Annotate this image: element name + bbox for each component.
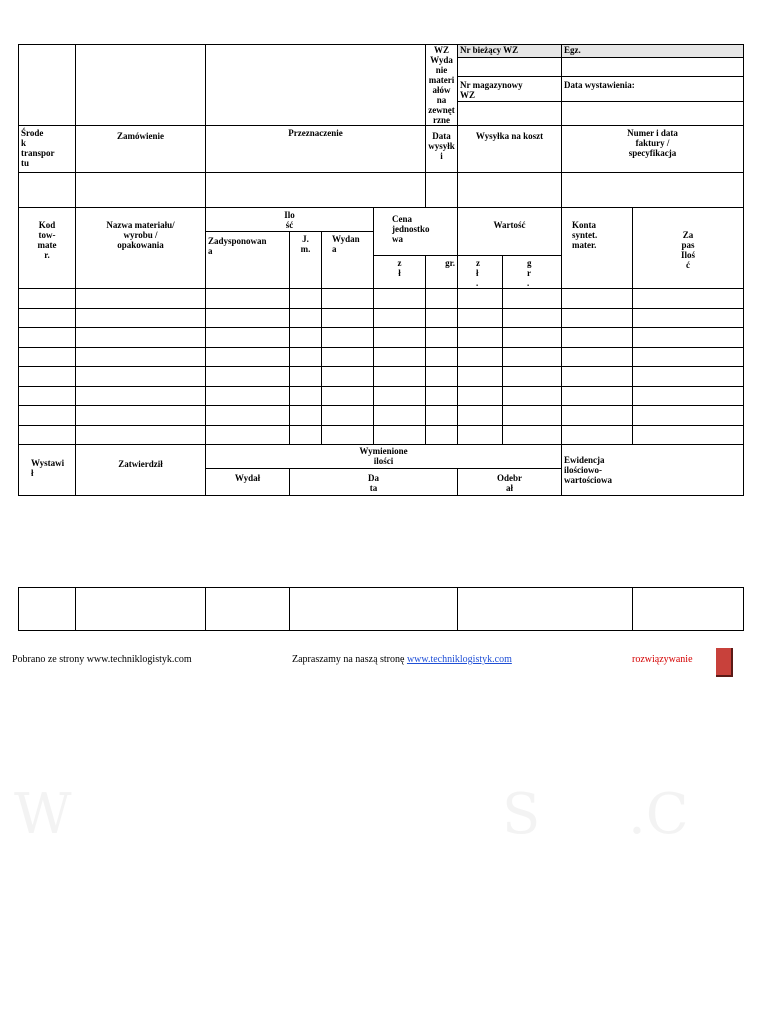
wysylka-label: Wysyłka na koszt bbox=[458, 126, 562, 173]
item-cell[interactable] bbox=[206, 367, 290, 387]
item-cell[interactable] bbox=[322, 425, 374, 445]
footer-website-link[interactable]: www.techniklogistyk.com bbox=[406, 654, 512, 665]
data-wystawienia-label: Data wystawienia: bbox=[562, 77, 744, 101]
item-cell[interactable] bbox=[206, 386, 290, 406]
table-row bbox=[19, 406, 744, 426]
blank-cell-header-mid[interactable] bbox=[206, 45, 426, 126]
item-cell[interactable] bbox=[374, 347, 426, 367]
item-cell[interactable] bbox=[290, 367, 322, 387]
item-cell[interactable] bbox=[633, 386, 744, 406]
item-cell[interactable] bbox=[206, 289, 290, 309]
footer-solve-link[interactable]: rozwiązywanie bbox=[632, 654, 693, 665]
item-cell[interactable] bbox=[322, 386, 374, 406]
ilosc-header: Ilo ść bbox=[206, 208, 374, 232]
srodek-transportu-field[interactable] bbox=[19, 173, 76, 208]
item-cell[interactable] bbox=[458, 367, 503, 387]
item-cell[interactable] bbox=[503, 347, 562, 367]
odebral-label: Odebr ał bbox=[458, 469, 562, 496]
item-cell[interactable] bbox=[562, 347, 633, 367]
item-cell[interactable] bbox=[426, 425, 458, 445]
numer-faktury-label: Numer i data faktury / specyfikacja bbox=[562, 126, 744, 173]
item-cell[interactable] bbox=[206, 308, 290, 328]
sig-data-field[interactable] bbox=[290, 588, 458, 631]
item-cell[interactable] bbox=[76, 289, 206, 309]
doc-title: WZ Wydanie materiałów na zewnętrzne bbox=[426, 45, 458, 126]
data-wysylki-label: Data wysyłki bbox=[426, 126, 458, 173]
item-cell[interactable] bbox=[76, 367, 206, 387]
jm-header: J. m. bbox=[290, 232, 322, 289]
wystawil-label: Wystawi ł bbox=[19, 445, 76, 496]
item-cell[interactable] bbox=[458, 328, 503, 348]
item-cell[interactable] bbox=[19, 328, 76, 348]
item-cell[interactable] bbox=[290, 289, 322, 309]
data-wystawienia-field[interactable] bbox=[562, 101, 744, 125]
przeznaczenie-field[interactable] bbox=[206, 173, 426, 208]
table-row bbox=[19, 347, 744, 367]
wartosc-gr-header: g r . bbox=[503, 256, 562, 289]
blank-cell-issuer[interactable] bbox=[19, 45, 76, 126]
item-cell[interactable] bbox=[290, 425, 322, 445]
nr-biezacy-label: Nr bieżący WZ bbox=[458, 45, 562, 58]
zadysponowana-header: Zadysponowan a bbox=[206, 232, 290, 289]
item-cell[interactable] bbox=[426, 367, 458, 387]
item-cell[interactable] bbox=[76, 386, 206, 406]
item-cell[interactable] bbox=[458, 308, 503, 328]
item-cell[interactable] bbox=[458, 347, 503, 367]
item-cell[interactable] bbox=[503, 386, 562, 406]
item-cell[interactable] bbox=[374, 406, 426, 426]
item-cell[interactable] bbox=[322, 406, 374, 426]
zamowienie-label: Zamówienie bbox=[76, 126, 206, 173]
table-row bbox=[19, 386, 744, 406]
item-rows bbox=[19, 289, 744, 445]
item-cell[interactable] bbox=[426, 406, 458, 426]
wydana-header: Wydan a bbox=[322, 232, 374, 289]
item-cell[interactable] bbox=[290, 406, 322, 426]
item-cell[interactable] bbox=[503, 367, 562, 387]
watermark-letter-w: W bbox=[14, 782, 72, 847]
item-cell[interactable] bbox=[19, 406, 76, 426]
logo-icon bbox=[716, 648, 733, 677]
nr-biezacy-field[interactable] bbox=[458, 58, 562, 77]
table-row bbox=[19, 328, 744, 348]
table-row bbox=[19, 289, 744, 309]
data-wysylki-field[interactable] bbox=[426, 173, 458, 208]
item-cell[interactable] bbox=[19, 367, 76, 387]
konta-header: Konta syntet. mater. bbox=[562, 208, 633, 289]
item-cell[interactable] bbox=[19, 347, 76, 367]
item-cell[interactable] bbox=[633, 425, 744, 445]
nazwa-header: Nazwa materiału/ wyrobu / opakowania bbox=[76, 208, 206, 289]
egz-label: Egz. bbox=[562, 45, 744, 58]
signature-row-table bbox=[18, 587, 744, 631]
item-cell[interactable] bbox=[322, 289, 374, 309]
table-row bbox=[19, 425, 744, 445]
item-cell[interactable] bbox=[503, 289, 562, 309]
item-cell[interactable] bbox=[206, 347, 290, 367]
ewidencja-label bbox=[562, 445, 744, 496]
zapas-header: Za pas Iloś ć bbox=[633, 208, 744, 289]
item-cell[interactable] bbox=[19, 386, 76, 406]
item-cell[interactable] bbox=[206, 406, 290, 426]
numer-faktury-field[interactable] bbox=[562, 173, 744, 208]
item-cell[interactable] bbox=[374, 328, 426, 348]
sig-odebral-field[interactable] bbox=[458, 588, 633, 631]
zatwierdzil-label: Zatwierdził bbox=[76, 445, 206, 496]
item-cell[interactable] bbox=[458, 386, 503, 406]
item-cell[interactable] bbox=[76, 328, 206, 348]
sig-ewidencja-field[interactable] bbox=[633, 588, 744, 631]
item-cell[interactable] bbox=[290, 328, 322, 348]
item-cell[interactable] bbox=[322, 328, 374, 348]
item-cell[interactable] bbox=[503, 308, 562, 328]
zamowienie-field[interactable] bbox=[76, 173, 206, 208]
item-cell[interactable] bbox=[76, 406, 206, 426]
item-cell[interactable] bbox=[322, 347, 374, 367]
cena-header: Cena jednostko wa bbox=[374, 208, 458, 256]
egz-field[interactable] bbox=[562, 58, 744, 77]
item-cell[interactable] bbox=[633, 289, 744, 309]
nr-magazynowy-field[interactable] bbox=[458, 101, 562, 125]
item-cell[interactable] bbox=[206, 425, 290, 445]
sig-wydal-field[interactable] bbox=[206, 588, 290, 631]
wymienione-ilosci-label: Wymienione ilości bbox=[206, 445, 562, 469]
item-cell[interactable] bbox=[290, 347, 322, 367]
table-row bbox=[19, 367, 744, 387]
cena-zl-header: z ł bbox=[374, 256, 426, 289]
item-cell[interactable] bbox=[426, 347, 458, 367]
item-cell[interactable] bbox=[76, 308, 206, 328]
item-cell[interactable] bbox=[374, 425, 426, 445]
item-cell[interactable] bbox=[458, 425, 503, 445]
wz-form-table bbox=[18, 44, 744, 496]
item-cell[interactable] bbox=[19, 289, 76, 309]
item-cell[interactable] bbox=[503, 328, 562, 348]
item-cell[interactable] bbox=[562, 367, 633, 387]
item-cell[interactable] bbox=[426, 289, 458, 309]
item-cell[interactable] bbox=[633, 406, 744, 426]
footer-invite-text: Zapraszamy na naszą stronę bbox=[292, 654, 405, 665]
sig-zatwierdzil-field[interactable] bbox=[76, 588, 206, 631]
item-cell[interactable] bbox=[458, 289, 503, 309]
table-row bbox=[19, 308, 744, 328]
footer-source-text: Pobrano ze strony www.techniklogistyk.com bbox=[12, 654, 192, 665]
nr-magazynowy-label: Nr magazynowy WZ bbox=[458, 77, 562, 101]
item-cell[interactable] bbox=[76, 425, 206, 445]
item-cell[interactable] bbox=[562, 425, 633, 445]
item-cell[interactable] bbox=[426, 386, 458, 406]
item-cell[interactable] bbox=[562, 386, 633, 406]
item-cell[interactable] bbox=[633, 308, 744, 328]
item-cell[interactable] bbox=[503, 406, 562, 426]
item-cell[interactable] bbox=[374, 367, 426, 387]
srodek-transportu-label: Środe k transpor tu bbox=[19, 126, 76, 173]
item-cell[interactable] bbox=[322, 308, 374, 328]
item-cell[interactable] bbox=[633, 328, 744, 348]
item-cell[interactable] bbox=[19, 308, 76, 328]
item-cell[interactable] bbox=[290, 386, 322, 406]
item-cell[interactable] bbox=[426, 308, 458, 328]
item-cell[interactable] bbox=[562, 328, 633, 348]
data-label: Da ta bbox=[290, 469, 458, 496]
item-cell[interactable] bbox=[562, 289, 633, 309]
kod-header: Kod tow- mate r. bbox=[19, 208, 76, 289]
wartosc-zl-header: z ł . bbox=[458, 256, 503, 289]
item-cell[interactable] bbox=[76, 347, 206, 367]
item-cell[interactable] bbox=[633, 367, 744, 387]
item-cell[interactable] bbox=[562, 308, 633, 328]
watermark-letter-c: .C bbox=[628, 782, 689, 847]
item-cell[interactable] bbox=[322, 367, 374, 387]
item-cell[interactable] bbox=[374, 386, 426, 406]
item-cell[interactable] bbox=[633, 347, 744, 367]
item-cell[interactable] bbox=[374, 308, 426, 328]
cena-gr-header: gr. bbox=[426, 256, 458, 289]
item-cell[interactable] bbox=[206, 328, 290, 348]
item-cell[interactable] bbox=[503, 425, 562, 445]
watermark-letter-s: S bbox=[502, 782, 541, 847]
item-cell[interactable] bbox=[426, 328, 458, 348]
przeznaczenie-label: Przeznaczenie bbox=[206, 126, 426, 173]
item-cell[interactable] bbox=[290, 308, 322, 328]
wysylka-field[interactable] bbox=[458, 173, 562, 208]
item-cell[interactable] bbox=[562, 406, 633, 426]
blank-cell-recipient[interactable] bbox=[76, 45, 206, 126]
wydal-label: Wydał bbox=[206, 469, 290, 496]
item-cell[interactable] bbox=[19, 425, 76, 445]
item-cell[interactable] bbox=[458, 406, 503, 426]
sig-wystawil-field[interactable] bbox=[19, 588, 76, 631]
item-cell[interactable] bbox=[374, 289, 426, 309]
footer-invite bbox=[292, 654, 512, 665]
ewidencja-text: Ewidencja ilościowo- wartościowa bbox=[564, 455, 613, 485]
wartosc-header: Wartość bbox=[458, 208, 562, 256]
